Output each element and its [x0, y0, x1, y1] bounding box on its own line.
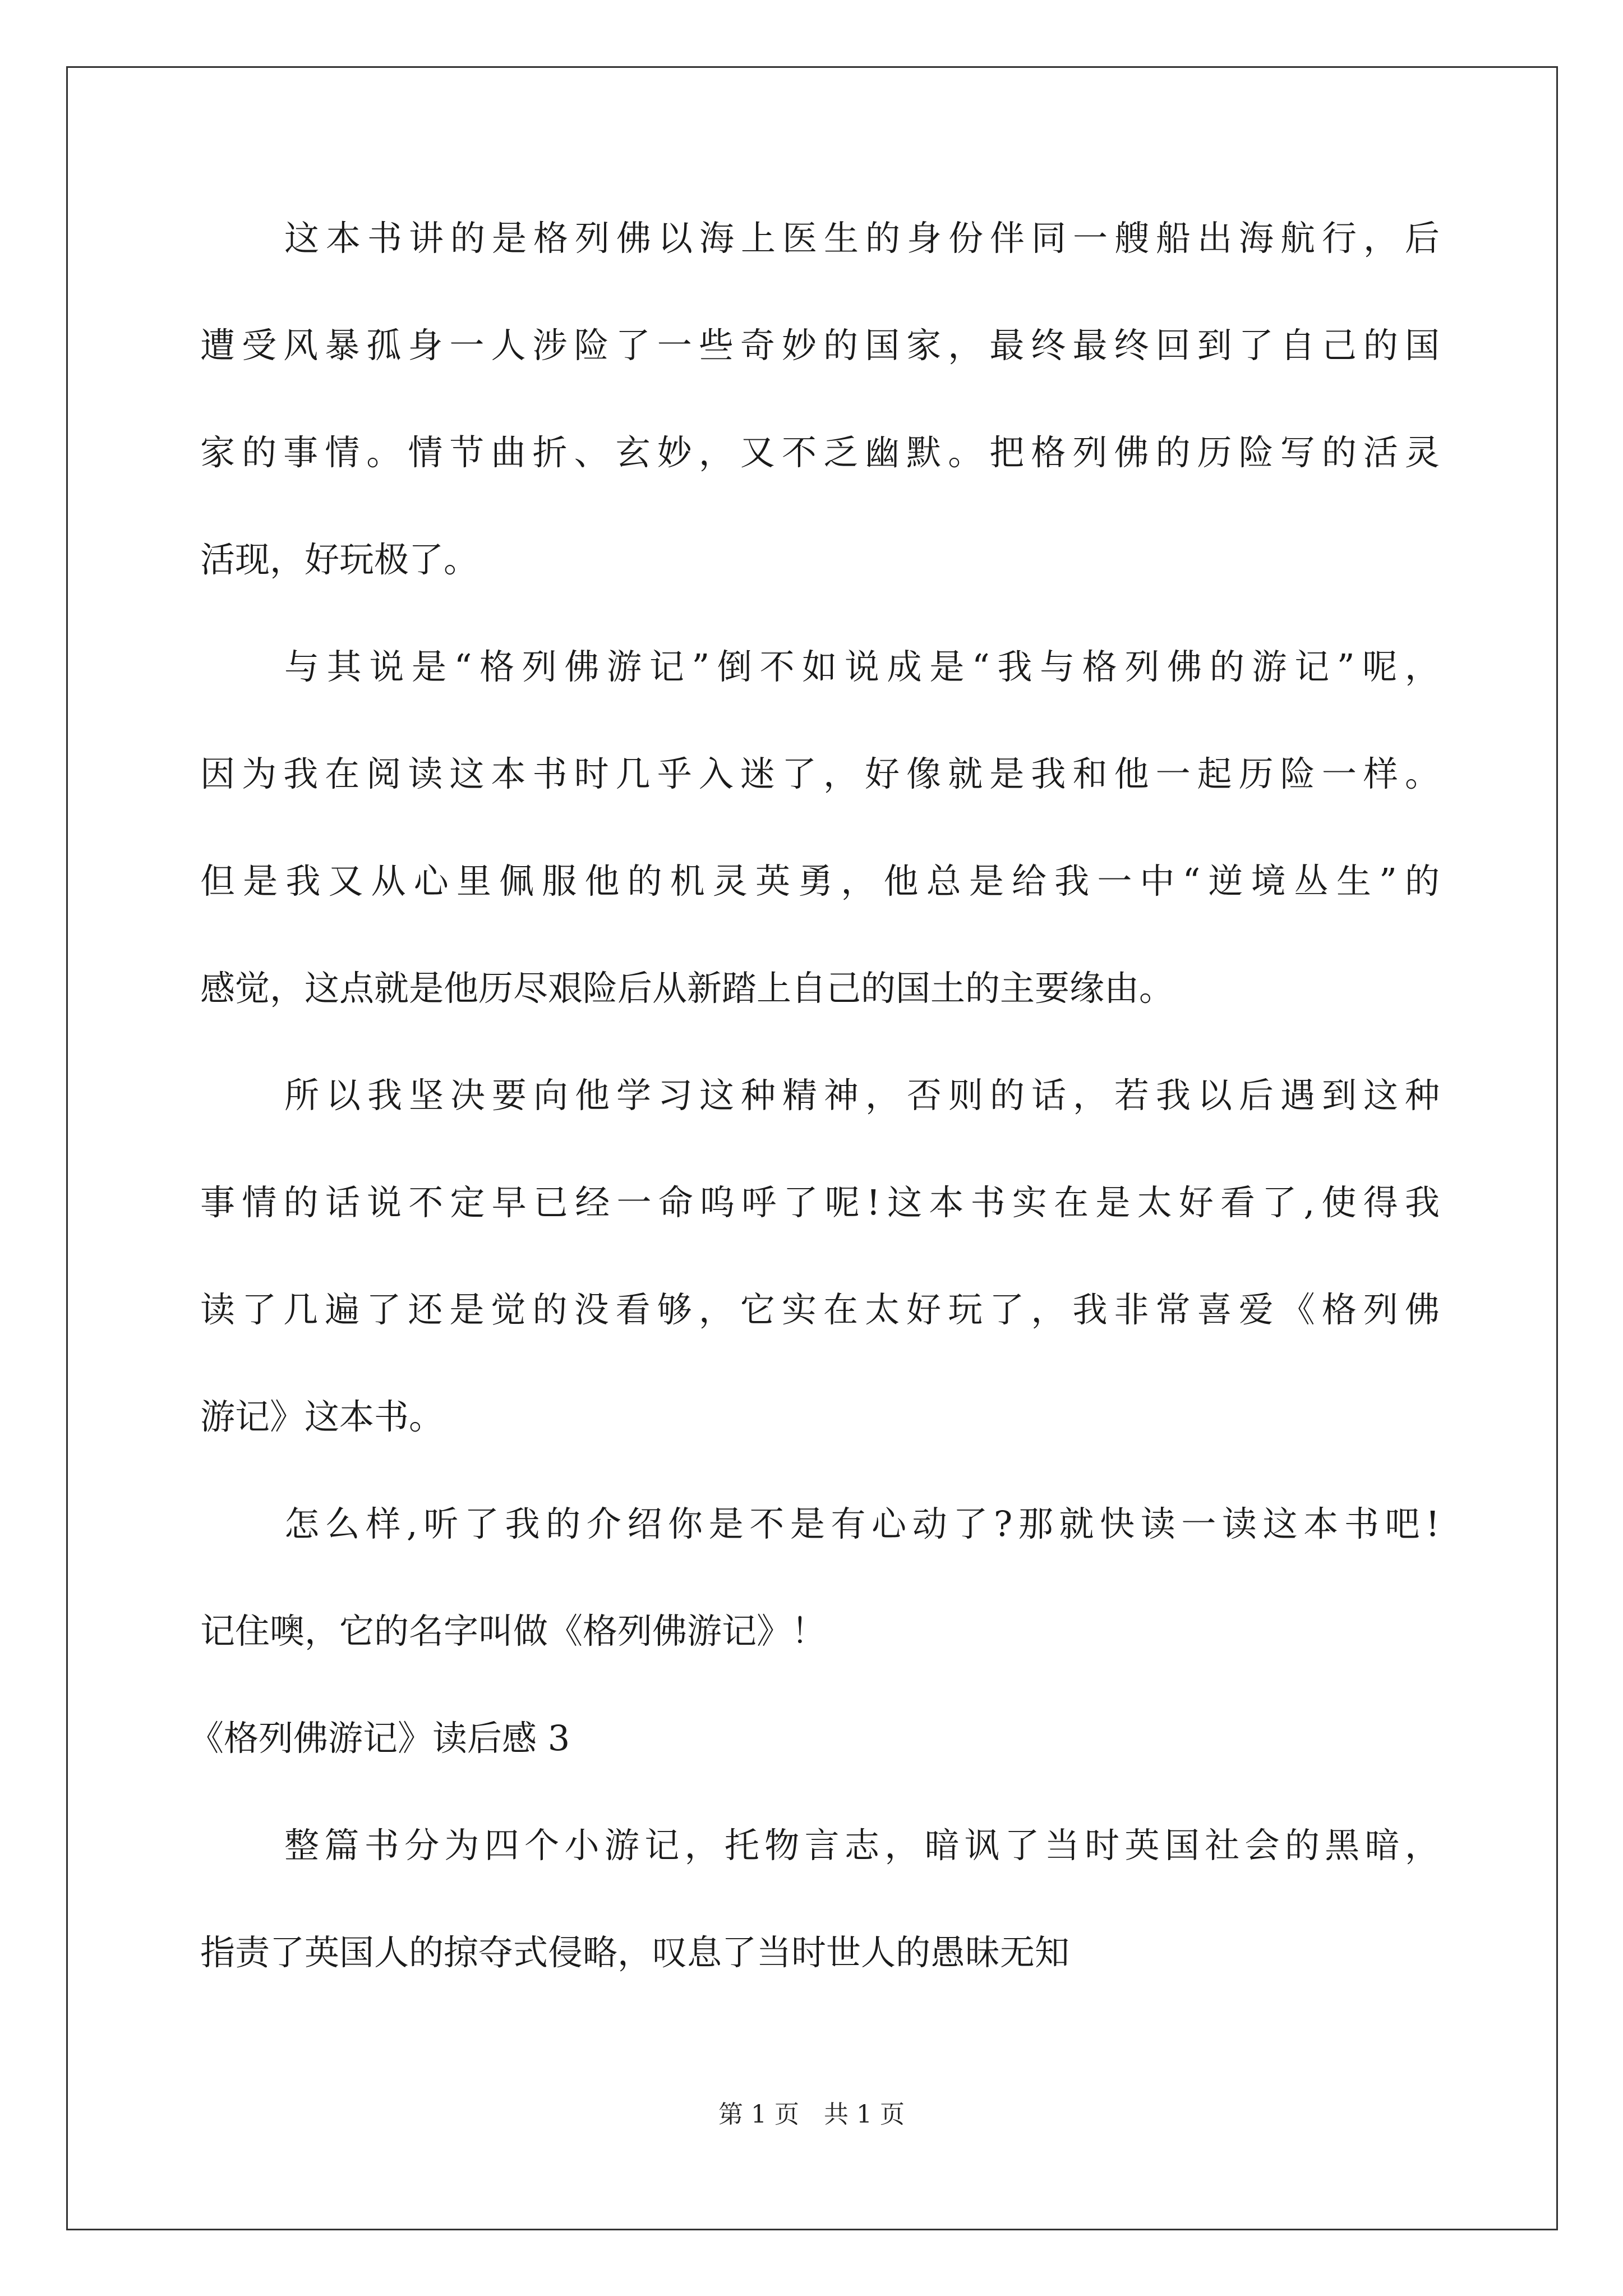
paragraph-2-line-1: 与其说是“格列佛游记”倒不如说成是“我与格列佛的游记”呢，: [284, 646, 1440, 687]
paragraph-4-line-1: 怎么样,听了我的介绍你是不是有心动了?那就快读一读这本书吧!: [284, 1503, 1440, 1544]
document-body: [189, 216, 1440, 2037]
paragraph-2-line-4: 感觉，这点就是他历尽艰险后从新踏上自己的国土的主要缘由。: [200, 968, 1174, 1009]
paragraph-2-line-3: 但是我又从心里佩服他的机灵英勇，他总是给我一中“逆境丛生”的: [200, 861, 1440, 901]
paragraph-1-line-1: 这本书讲的是格列佛以海上医生的身份伴同一艘船出海航行，后: [284, 218, 1440, 259]
paragraph-1-line-3: 家的事情。情节曲折、玄妙，又不乏幽默。把格列佛的历险写的活灵: [200, 432, 1440, 473]
page-footer: 第 1 页 共 1 页: [718, 2100, 905, 2129]
paragraph-2-line-2: 因为我在阅读这本书时几乎入迷了，好像就是我和他一起历险一样。: [200, 753, 1440, 794]
paragraph-3-line-4: 游记》这本书。: [200, 1396, 444, 1437]
paragraph-1-line-4: 活现，好玩极了。: [200, 539, 479, 580]
paragraph-5-line-2: 指责了英国人的掠夺式侵略，叹息了当时世人的愚昧无知: [200, 1932, 1070, 1973]
paragraph-5-line-1: 整篇书分为四个小游记，托物言志，暗讽了当时英国社会的黑暗，: [284, 1825, 1440, 1866]
paragraph-4-line-2: 记住噢，它的名字叫做《格列佛游记》！: [200, 1611, 827, 1651]
paragraph-3-line-3: 读了几遍了还是觉的没看够，它实在太好玩了，我非常喜爱《格列佛: [200, 1289, 1440, 1330]
paragraph-3-line-2: 事情的话说不定早已经一命呜呼了呢!这本书实在是太好看了,使得我: [200, 1182, 1440, 1223]
section-heading: 《格列佛游记》读后感 3: [189, 1718, 570, 1759]
paragraph-1-line-2: 遭受风暴孤身一人涉险了一些奇妙的国家，最终最终回到了自己的国: [200, 325, 1440, 366]
paragraph-3-line-1: 所以我坚决要向他学习这种精神，否则的话，若我以后遇到这种: [284, 1075, 1440, 1116]
